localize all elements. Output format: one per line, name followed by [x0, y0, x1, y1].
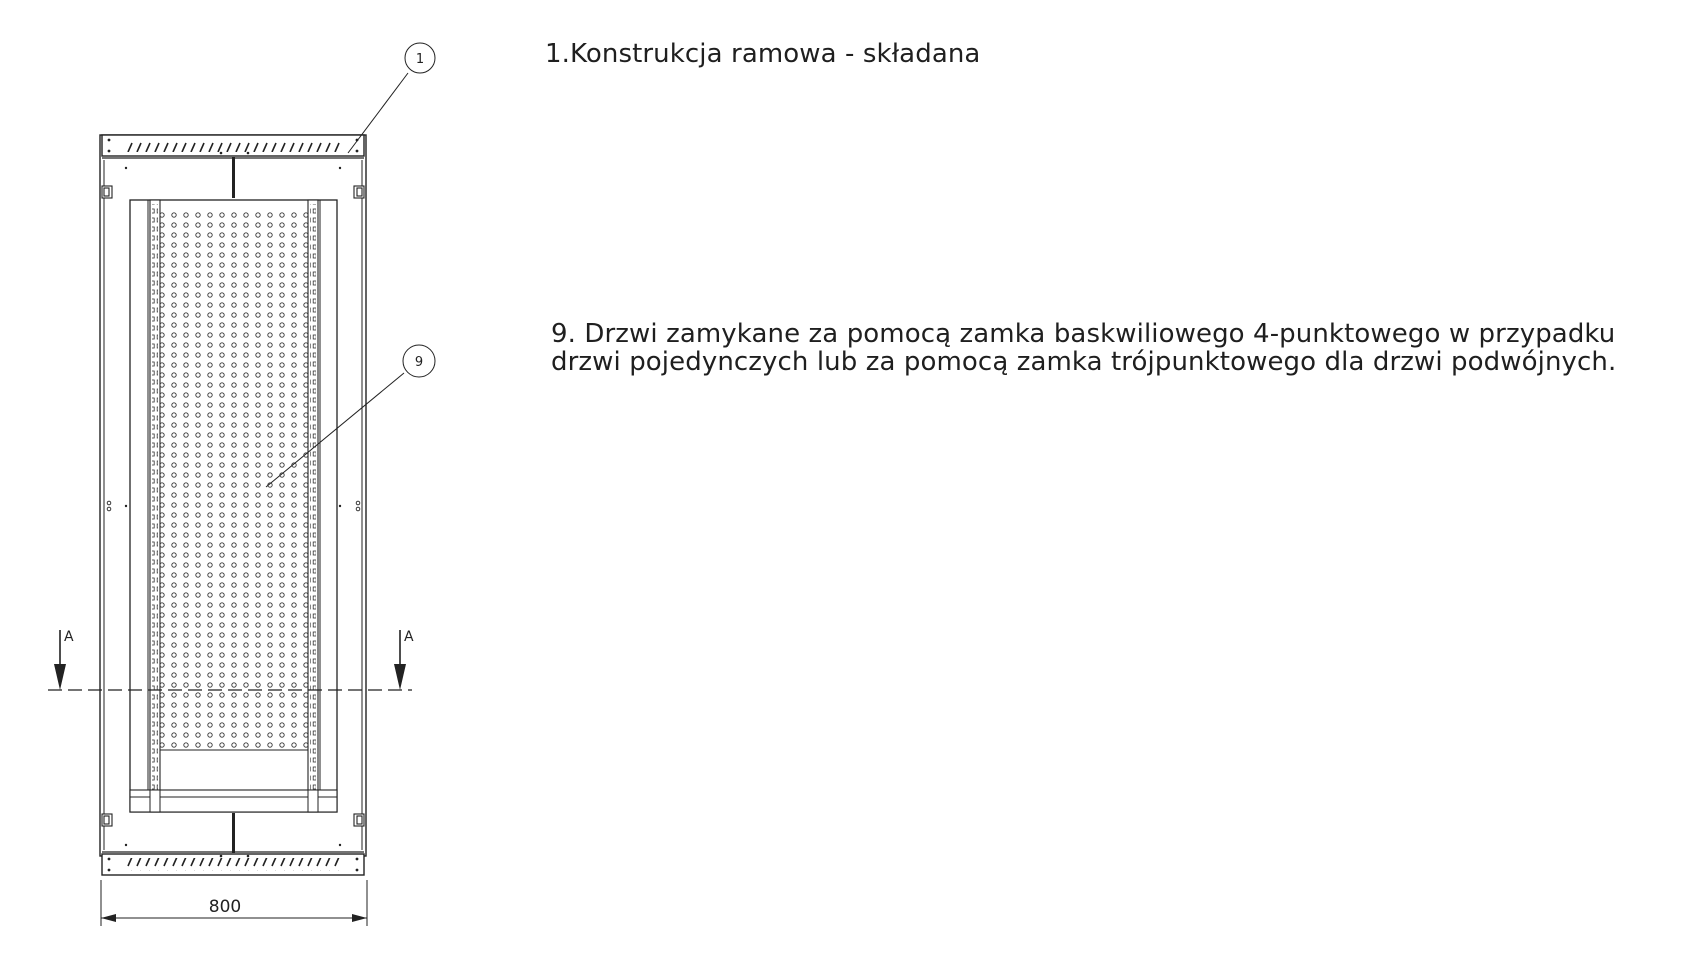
top-vent-bar — [102, 135, 364, 198]
callout-9-label: 9 — [414, 355, 424, 370]
note-9 — [551, 320, 1616, 376]
section-label-right: A — [404, 629, 414, 645]
section-arrow-right-icon — [394, 664, 406, 690]
bottom-vent-bar — [102, 813, 364, 875]
section-label-left: A — [64, 629, 74, 645]
note-1: 1.Konstrukcja ramowa - składana — [545, 39, 981, 69]
note-9-line-1: 9. Drzwi zamykane za pomocą zamka baskwiliowego 4-punktowego w przypadku — [551, 319, 1616, 349]
door — [130, 200, 337, 812]
width-dimension-value: 800 — [208, 897, 242, 917]
section-arrow-left-icon — [54, 664, 66, 690]
width-dimension — [101, 880, 367, 926]
note-9-line-2: drzwi pojedynczych lub za pomocą zamka trójpunktowego dla drzwi podwójnych. — [551, 347, 1617, 377]
callout-1-label: 1 — [415, 52, 425, 67]
